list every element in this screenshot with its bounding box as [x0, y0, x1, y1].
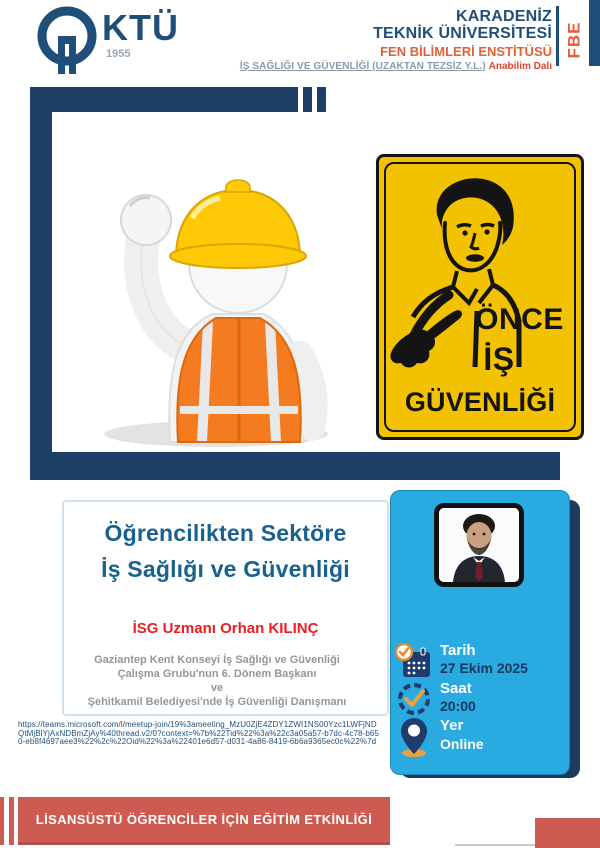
speaker-photo [434, 503, 524, 587]
department-line [240, 62, 552, 73]
university-name-line1: KARADENİZ [455, 8, 552, 25]
safety-first-sign [376, 154, 584, 440]
corner-accent-block [535, 818, 600, 848]
department-suffix: Anabilim Dalı [488, 60, 552, 72]
speaker-name: İSG Uzmanı Orhan KILINÇ [132, 620, 319, 637]
hero-frame-top-bar [30, 87, 298, 112]
header-text-block [240, 8, 552, 72]
footer-banner-text: LİSANSÜSTÜ ÖĞRENCİLER İÇİN EĞİTİM ETKİNLİĞİ [35, 812, 373, 827]
speaker-bio-line2: Çalışma Grubu'nun 6. Dönem Başkanı [117, 668, 317, 680]
detail-value-yer: Online [440, 736, 484, 752]
hero-frame-bottom-bar [30, 452, 560, 480]
ktu-logo [34, 6, 100, 76]
footer-divider-line [455, 844, 535, 846]
detail-value-tarih: 27 Ekim 2025 [440, 660, 528, 676]
logo-brand: KTÜ [102, 7, 179, 48]
speaker-bio [42, 653, 392, 709]
sign-text-is: İŞ [483, 341, 515, 377]
teams-meeting-link[interactable]: https://teams.microsoft.com/l/meetup-join/19%3ameeting_MzU0ZjE4ZDY1ZWI1NS00Yzc1LWFjNDQtMjBlYjAxNDBmZjAy%40thread.v2/0?context=%7b%22Tid%22%3a%22c3a05a57-b7dc-4c78-b650-eb8f4697aee3%22%2c%22Oid%22%3a%22401e6d57-d031-4a86-8419-6b6a9365ec0c%22%7d [18, 720, 379, 747]
detail-value-saat: 20:00 [440, 698, 476, 714]
speaker-bio-line3: ve [210, 682, 224, 694]
sign-text-once: ÖNCE [475, 303, 564, 336]
banner-side-bar-2 [9, 797, 14, 845]
detail-label-tarih: Tarih [440, 642, 476, 659]
logo-year: 1955 [106, 48, 131, 60]
event-title-line1: Öğrencilikten Sektöre [104, 520, 347, 546]
hero-frame-tick-1 [303, 87, 312, 112]
sign-text-guvenligi: GÜVENLİĞİ [404, 387, 556, 417]
banner-side-bar-1 [0, 797, 4, 845]
speaker-bio-line1: Gaziantep Kent Konseyi İş Sağlığı ve Güvenliği [94, 654, 340, 666]
department-name: İŞ SAĞLIĞI VE GÜVENLİĞİ (UZAKTAN TEZSİZ Y.L.) [239, 60, 486, 72]
institute-name: FEN BİLİMLERİ ENSTİTÜSÜ [380, 43, 552, 59]
location-pin-icon [399, 716, 429, 758]
header-edge-bar [589, 0, 600, 66]
calendar-icon [394, 643, 432, 679]
footer-banner [18, 797, 390, 845]
detail-label-yer: Yer [440, 717, 464, 734]
hero-frame-tick-2 [317, 87, 326, 112]
fbe-label: FBE [564, 21, 583, 59]
detail-label-saat: Saat [440, 680, 472, 697]
header-divider [556, 6, 559, 66]
university-name-line2: TEKNİK ÜNİVERSİTESİ [373, 25, 552, 43]
hero-frame-left-bar [30, 87, 52, 480]
safety-worker-illustration [58, 110, 360, 452]
fbe-side-tab [560, 14, 588, 66]
event-title-line2: İş Sağlığı ve Güvenliği [101, 556, 350, 582]
speaker-bio-line4: Şehitkamil Belediyesi'nde İş Güvenliği Danışmanı [87, 696, 347, 708]
clock-icon [396, 681, 432, 717]
